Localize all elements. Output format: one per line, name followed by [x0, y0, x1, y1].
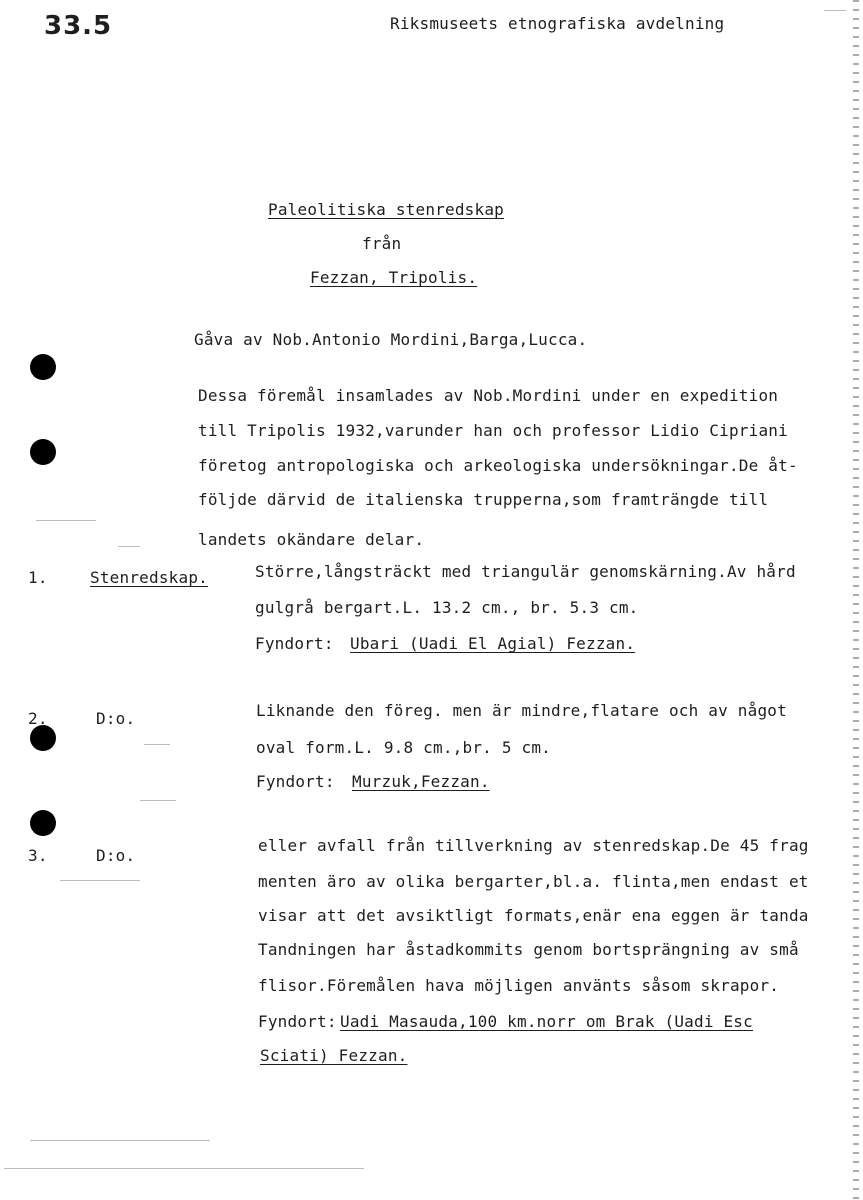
- intro-line: följde därvid de italienska trupperna,som framträngde till: [198, 490, 769, 509]
- donor-line: Gåva av Nob.Antonio Mordini,Barga,Lucca.: [194, 330, 588, 349]
- fyndort-value: Ubari (Uadi El Agial) Fezzan.: [350, 634, 636, 653]
- entry-line: eller avfall från tillverkning av stenredskap.De 45 frag: [258, 836, 809, 855]
- entry-number: 2.: [28, 709, 48, 728]
- punch-hole: [30, 354, 56, 380]
- entry-line: visar att det avsiktligt formats,enär ena eggen är tanda: [258, 906, 809, 925]
- entry-label: D:o.: [96, 709, 136, 728]
- catalog-number: 33.5: [44, 11, 113, 41]
- scan-noise: [60, 880, 140, 881]
- entry-line: oval form.L. 9.8 cm.,br. 5 cm.: [256, 738, 551, 757]
- entry-line: flisor.Föremålen hava möjligen använts såsom skrapor.: [258, 976, 780, 995]
- entry-line: Liknande den föreg. men är mindre,flatare och av något: [256, 701, 787, 720]
- title-line-3: Fezzan, Tripolis.: [310, 268, 478, 287]
- punch-hole: [30, 810, 56, 836]
- title-line-1: Paleolitiska stenredskap: [268, 200, 504, 219]
- entry-line: Tandningen har åstadkommits genom bortsprängning av små: [258, 940, 799, 959]
- institution-header: Riksmuseets etnografiska avdelning: [390, 14, 725, 33]
- fyndort-value: Murzuk,Fezzan.: [352, 772, 490, 791]
- punch-hole: [30, 439, 56, 465]
- scan-noise: [118, 546, 140, 547]
- scan-edge: [853, 0, 859, 1200]
- intro-line: landets okändare delar.: [198, 530, 425, 549]
- scan-noise: [36, 520, 96, 521]
- entry-label: D:o.: [96, 846, 136, 865]
- fyndort-label: Fyndort:: [258, 1012, 337, 1031]
- scan-noise: [824, 10, 846, 11]
- intro-line: Dessa föremål insamlades av Nob.Mordini under en expedition: [198, 386, 779, 405]
- entry-line: menten äro av olika bergarter,bl.a. flinta,men endast et: [258, 872, 809, 891]
- title-line-2: från: [362, 234, 402, 253]
- scan-noise: [30, 1140, 210, 1141]
- entry-label: Stenredskap.: [90, 568, 208, 587]
- fyndort-label: Fyndort:: [255, 634, 334, 653]
- fyndort-value-continued: Sciati) Fezzan.: [260, 1046, 408, 1065]
- entry-number: 1.: [28, 568, 48, 587]
- scan-noise: [140, 800, 176, 801]
- intro-line: till Tripolis 1932,varunder han och professor Lidio Cipriani: [198, 421, 788, 440]
- fyndort-label: Fyndort:: [256, 772, 335, 791]
- scan-noise: [4, 1168, 364, 1169]
- entry-line: gulgrå bergart.L. 13.2 cm., br. 5.3 cm.: [255, 598, 639, 617]
- fyndort-value: Uadi Masauda,100 km.norr om Brak (Uadi Esc: [340, 1012, 753, 1031]
- entry-number: 3.: [28, 846, 48, 865]
- entry-line: Större,långsträckt med triangulär genomskärning.Av hård: [255, 562, 796, 581]
- scan-noise: [144, 744, 170, 745]
- intro-line: företog antropologiska och arkeologiska undersökningar.De åt-: [198, 456, 798, 475]
